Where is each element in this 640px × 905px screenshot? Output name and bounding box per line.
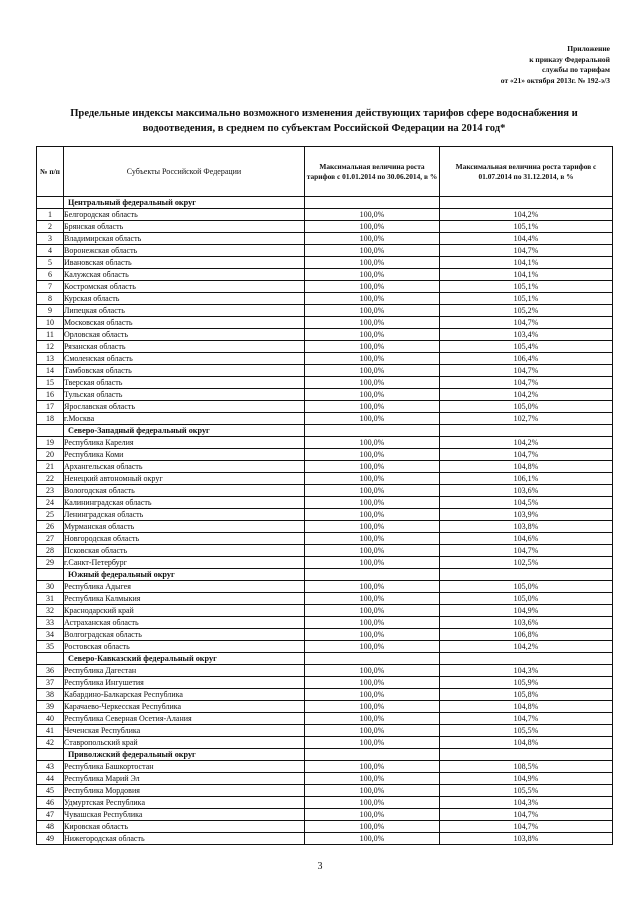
row-number: 45 [37, 785, 64, 797]
row-number: 9 [37, 305, 64, 317]
growth-h2: 104,9% [440, 605, 613, 617]
growth-h2: 105,4% [440, 341, 613, 353]
row-number: 31 [37, 593, 64, 605]
subject-name: Республика Коми [64, 449, 305, 461]
subject-name: Костромская область [64, 281, 305, 293]
row-number: 41 [37, 725, 64, 737]
row-number: 35 [37, 641, 64, 653]
growth-h2: 105,5% [440, 785, 613, 797]
subject-name: Нижегородская область [64, 833, 305, 845]
table-row [37, 737, 613, 749]
table-row [37, 725, 613, 737]
header-period2: Максимальная величина роста тарифов с 01.07.2014 по 31.12.2014, в % [440, 147, 613, 197]
growth-h1: 100,0% [305, 497, 440, 509]
table-row [37, 317, 613, 329]
subject-name: Тверская область [64, 377, 305, 389]
table-row [37, 797, 613, 809]
growth-h1: 100,0% [305, 257, 440, 269]
subject-name: Республика Карелия [64, 437, 305, 449]
header-subject: Субъекты Российской Федерации [64, 147, 305, 197]
growth-h2: 102,7% [440, 413, 613, 425]
district-num-cell [37, 653, 64, 665]
table-row [37, 413, 613, 425]
row-number: 48 [37, 821, 64, 833]
table-row [37, 389, 613, 401]
row-number: 25 [37, 509, 64, 521]
row-number: 20 [37, 449, 64, 461]
row-number: 12 [37, 341, 64, 353]
growth-h2: 104,1% [440, 269, 613, 281]
subject-name: Воронежская область [64, 245, 305, 257]
table-row [37, 209, 613, 221]
row-number: 49 [37, 833, 64, 845]
district-v2-cell [440, 569, 613, 581]
growth-h1: 100,0% [305, 593, 440, 605]
growth-h2: 105,8% [440, 689, 613, 701]
growth-h2: 104,4% [440, 233, 613, 245]
district-v2-cell [440, 425, 613, 437]
growth-h1: 100,0% [305, 761, 440, 773]
row-number: 17 [37, 401, 64, 413]
table-row [37, 245, 613, 257]
subject-name: Кировская область [64, 821, 305, 833]
growth-h1: 100,0% [305, 581, 440, 593]
table-row [37, 305, 613, 317]
growth-h1: 100,0% [305, 533, 440, 545]
subject-name: Республика Дагестан [64, 665, 305, 677]
growth-h2: 104,7% [440, 365, 613, 377]
subject-name: Республика Северная Осетия-Алания [64, 713, 305, 725]
appendix-line: службы по тарифам [541, 65, 610, 74]
table-row [37, 773, 613, 785]
growth-h2: 105,5% [440, 725, 613, 737]
row-number: 28 [37, 545, 64, 557]
subject-name: Республика Калмыкия [64, 593, 305, 605]
subject-name: Карачаево-Черкесская Республика [64, 701, 305, 713]
growth-h2: 104,1% [440, 257, 613, 269]
growth-h2: 105,1% [440, 281, 613, 293]
growth-h1: 100,0% [305, 389, 440, 401]
growth-h2: 104,5% [440, 497, 613, 509]
subject-name: г.Санкт-Петербург [64, 557, 305, 569]
growth-h1: 100,0% [305, 365, 440, 377]
table-row [37, 269, 613, 281]
growth-h2: 103,4% [440, 329, 613, 341]
row-number: 33 [37, 617, 64, 629]
subject-name: Чеченская Республика [64, 725, 305, 737]
subject-name: Кабардино-Балкарская Республика [64, 689, 305, 701]
subject-name: Удмуртская Республика [64, 797, 305, 809]
growth-h2: 103,6% [440, 485, 613, 497]
growth-h2: 105,1% [440, 221, 613, 233]
growth-h1: 100,0% [305, 725, 440, 737]
growth-h1: 100,0% [305, 329, 440, 341]
header-period1: Максимальная величина роста тарифов с 01.01.2014 по 30.06.2014, в % [305, 147, 440, 197]
growth-h1: 100,0% [305, 437, 440, 449]
subject-name: Тульская область [64, 389, 305, 401]
subject-name: Вологодская область [64, 485, 305, 497]
growth-h2: 104,8% [440, 461, 613, 473]
table-row [37, 809, 613, 821]
district-name: Центральный федеральный округ [64, 197, 305, 209]
table-row [37, 677, 613, 689]
row-number: 39 [37, 701, 64, 713]
table-row [37, 641, 613, 653]
growth-h2: 104,2% [440, 437, 613, 449]
subject-name: Волгоградская область [64, 629, 305, 641]
table-row [37, 497, 613, 509]
district-v1-cell [305, 197, 440, 209]
appendix-block [501, 44, 610, 86]
growth-h1: 100,0% [305, 245, 440, 257]
subject-name: Тамбовская область [64, 365, 305, 377]
subject-name: Брянская область [64, 221, 305, 233]
growth-h1: 100,0% [305, 509, 440, 521]
subject-name: Московская область [64, 317, 305, 329]
row-number: 22 [37, 473, 64, 485]
table-row [37, 365, 613, 377]
row-number: 21 [37, 461, 64, 473]
row-number: 38 [37, 689, 64, 701]
row-number: 42 [37, 737, 64, 749]
subject-name: Ненецкий автономный округ [64, 473, 305, 485]
subject-name: Краснодарский край [64, 605, 305, 617]
subject-name: Ярославская область [64, 401, 305, 413]
table-row [37, 401, 613, 413]
row-number: 11 [37, 329, 64, 341]
growth-h2: 106,8% [440, 629, 613, 641]
growth-h2: 104,7% [440, 809, 613, 821]
district-v2-cell [440, 653, 613, 665]
growth-h1: 100,0% [305, 545, 440, 557]
table-row [37, 701, 613, 713]
row-number: 3 [37, 233, 64, 245]
subject-name: Новгородская область [64, 533, 305, 545]
subject-name: Ленинградская область [64, 509, 305, 521]
row-number: 29 [37, 557, 64, 569]
page-number: 3 [317, 861, 323, 872]
row-number: 1 [37, 209, 64, 221]
row-number: 7 [37, 281, 64, 293]
growth-h2: 104,3% [440, 797, 613, 809]
growth-h1: 100,0% [305, 209, 440, 221]
subject-name: Ростовская область [64, 641, 305, 653]
subject-name: Калининградская область [64, 497, 305, 509]
growth-h1: 100,0% [305, 461, 440, 473]
row-number: 24 [37, 497, 64, 509]
row-number: 16 [37, 389, 64, 401]
growth-h2: 104,7% [440, 821, 613, 833]
growth-h1: 100,0% [305, 341, 440, 353]
district-v1-cell [305, 425, 440, 437]
district-v1-cell [305, 653, 440, 665]
growth-h1: 100,0% [305, 293, 440, 305]
growth-h2: 104,3% [440, 665, 613, 677]
growth-h2: 108,5% [440, 761, 613, 773]
subject-name: Владимирская область [64, 233, 305, 245]
row-number: 37 [37, 677, 64, 689]
table-row [37, 665, 613, 677]
growth-h2: 104,7% [440, 245, 613, 257]
table-row [37, 833, 613, 845]
district-num-cell [37, 749, 64, 761]
growth-h1: 100,0% [305, 701, 440, 713]
subject-name: Смоленская область [64, 353, 305, 365]
tariff-table [36, 146, 613, 845]
district-v1-cell [305, 569, 440, 581]
subject-name: г.Москва [64, 413, 305, 425]
table-row [37, 533, 613, 545]
growth-h1: 100,0% [305, 269, 440, 281]
growth-h1: 100,0% [305, 617, 440, 629]
header-num: № п/п [37, 147, 64, 197]
growth-h2: 105,9% [440, 677, 613, 689]
row-number: 43 [37, 761, 64, 773]
growth-h2: 102,5% [440, 557, 613, 569]
subject-name: Курская область [64, 293, 305, 305]
table-row [37, 437, 613, 449]
row-number: 34 [37, 629, 64, 641]
subject-name: Белгородская область [64, 209, 305, 221]
growth-h1: 100,0% [305, 629, 440, 641]
district-row [37, 653, 613, 665]
table-row [37, 605, 613, 617]
subject-name: Республика Ингушетия [64, 677, 305, 689]
table-row [37, 545, 613, 557]
growth-h2: 104,7% [440, 545, 613, 557]
growth-h1: 100,0% [305, 833, 440, 845]
table-row [37, 821, 613, 833]
table-row [37, 689, 613, 701]
table-row [37, 329, 613, 341]
district-num-cell [37, 197, 64, 209]
row-number: 27 [37, 533, 64, 545]
growth-h1: 100,0% [305, 605, 440, 617]
row-number: 47 [37, 809, 64, 821]
row-number: 36 [37, 665, 64, 677]
growth-h1: 100,0% [305, 677, 440, 689]
table-row [37, 221, 613, 233]
table-row [37, 581, 613, 593]
row-number: 5 [37, 257, 64, 269]
growth-h2: 104,6% [440, 533, 613, 545]
subject-name: Республика Марий Эл [64, 773, 305, 785]
district-v2-cell [440, 197, 613, 209]
growth-h2: 104,8% [440, 737, 613, 749]
growth-h2: 104,2% [440, 389, 613, 401]
table-row [37, 353, 613, 365]
subject-name: Республика Башкортостан [64, 761, 305, 773]
row-number: 30 [37, 581, 64, 593]
district-v2-cell [440, 749, 613, 761]
district-num-cell [37, 425, 64, 437]
table-row [37, 785, 613, 797]
growth-h2: 103,8% [440, 521, 613, 533]
growth-h1: 100,0% [305, 557, 440, 569]
row-number: 44 [37, 773, 64, 785]
growth-h1: 100,0% [305, 377, 440, 389]
row-number: 15 [37, 377, 64, 389]
growth-h2: 103,8% [440, 833, 613, 845]
table-row [37, 509, 613, 521]
growth-h1: 100,0% [305, 281, 440, 293]
appendix-line: к приказу Федеральной [529, 54, 610, 64]
table-row [37, 629, 613, 641]
growth-h1: 100,0% [305, 713, 440, 725]
subject-name: Липецкая область [64, 305, 305, 317]
table-header-row [37, 147, 613, 197]
growth-h1: 100,0% [305, 665, 440, 677]
growth-h1: 100,0% [305, 413, 440, 425]
growth-h1: 100,0% [305, 641, 440, 653]
growth-h2: 105,0% [440, 401, 613, 413]
growth-h2: 104,2% [440, 641, 613, 653]
growth-h1: 100,0% [305, 797, 440, 809]
row-number: 32 [37, 605, 64, 617]
growth-h2: 106,4% [440, 353, 613, 365]
growth-h1: 100,0% [305, 521, 440, 533]
growth-h2: 104,7% [440, 713, 613, 725]
row-number: 26 [37, 521, 64, 533]
row-number: 14 [37, 365, 64, 377]
growth-h1: 100,0% [305, 485, 440, 497]
table-row [37, 557, 613, 569]
subject-name: Чувашская Республика [64, 809, 305, 821]
growth-h1: 100,0% [305, 737, 440, 749]
table-row [37, 617, 613, 629]
district-row [37, 197, 613, 209]
row-number: 4 [37, 245, 64, 257]
growth-h2: 103,9% [440, 509, 613, 521]
growth-h2: 105,0% [440, 593, 613, 605]
row-number: 18 [37, 413, 64, 425]
table-body [37, 197, 613, 845]
table-row [37, 521, 613, 533]
growth-h1: 100,0% [305, 809, 440, 821]
row-number: 19 [37, 437, 64, 449]
row-number: 13 [37, 353, 64, 365]
growth-h2: 104,8% [440, 701, 613, 713]
subject-name: Калужская область [64, 269, 305, 281]
table-row [37, 761, 613, 773]
subject-name: Республика Мордовия [64, 785, 305, 797]
table-row [37, 473, 613, 485]
table-row [37, 461, 613, 473]
growth-h1: 100,0% [305, 689, 440, 701]
table-row [37, 233, 613, 245]
growth-h1: 100,0% [305, 449, 440, 461]
growth-h1: 100,0% [305, 305, 440, 317]
growth-h1: 100,0% [305, 317, 440, 329]
growth-h1: 100,0% [305, 221, 440, 233]
growth-h2: 104,7% [440, 449, 613, 461]
growth-h2: 104,7% [440, 317, 613, 329]
table-row [37, 281, 613, 293]
district-name: Приволжский федеральный округ [64, 749, 305, 761]
growth-h1: 100,0% [305, 401, 440, 413]
row-number: 10 [37, 317, 64, 329]
table-row [37, 257, 613, 269]
row-number: 46 [37, 797, 64, 809]
appendix-line: от «21» октября 2013г. № 192-э/3 [500, 75, 610, 85]
table-row [37, 293, 613, 305]
subject-name: Рязанская область [64, 341, 305, 353]
table-row [37, 377, 613, 389]
district-name: Северо-Западный федеральный округ [64, 425, 305, 437]
district-name: Северо-Кавказский федеральный округ [64, 653, 305, 665]
subject-name: Псковская область [64, 545, 305, 557]
row-number: 2 [37, 221, 64, 233]
document-title: Предельные индексы максимально возможного изменения действующих тарифов сфере водоснабжения и водоотведения, в среднем по субъектам Российской Федерации на 2014 год* [70, 108, 578, 134]
district-row [37, 425, 613, 437]
growth-h2: 104,2% [440, 209, 613, 221]
district-v1-cell [305, 749, 440, 761]
table-row [37, 341, 613, 353]
growth-h1: 100,0% [305, 353, 440, 365]
growth-h2: 103,6% [440, 617, 613, 629]
growth-h2: 104,9% [440, 773, 613, 785]
appendix-line: Приложение [567, 44, 610, 53]
growth-h2: 105,1% [440, 293, 613, 305]
subject-name: Астраханская область [64, 617, 305, 629]
table-row [37, 593, 613, 605]
growth-h1: 100,0% [305, 785, 440, 797]
subject-name: Республика Адыгея [64, 581, 305, 593]
growth-h2: 104,7% [440, 377, 613, 389]
growth-h2: 105,0% [440, 581, 613, 593]
growth-h1: 100,0% [305, 233, 440, 245]
row-number: 40 [37, 713, 64, 725]
growth-h2: 106,1% [440, 473, 613, 485]
row-number: 23 [37, 485, 64, 497]
growth-h1: 100,0% [305, 821, 440, 833]
subject-name: Ставропольский край [64, 737, 305, 749]
table-row [37, 485, 613, 497]
growth-h1: 100,0% [305, 473, 440, 485]
district-row [37, 749, 613, 761]
subject-name: Ивановская область [64, 257, 305, 269]
growth-h2: 105,2% [440, 305, 613, 317]
row-number: 8 [37, 293, 64, 305]
table-row [37, 713, 613, 725]
subject-name: Архангельская область [64, 461, 305, 473]
row-number: 6 [37, 269, 64, 281]
table-row [37, 449, 613, 461]
district-row [37, 569, 613, 581]
district-num-cell [37, 569, 64, 581]
district-name: Южный федеральный округ [64, 569, 305, 581]
subject-name: Мурманская область [64, 521, 305, 533]
subject-name: Орловская область [64, 329, 305, 341]
growth-h1: 100,0% [305, 773, 440, 785]
